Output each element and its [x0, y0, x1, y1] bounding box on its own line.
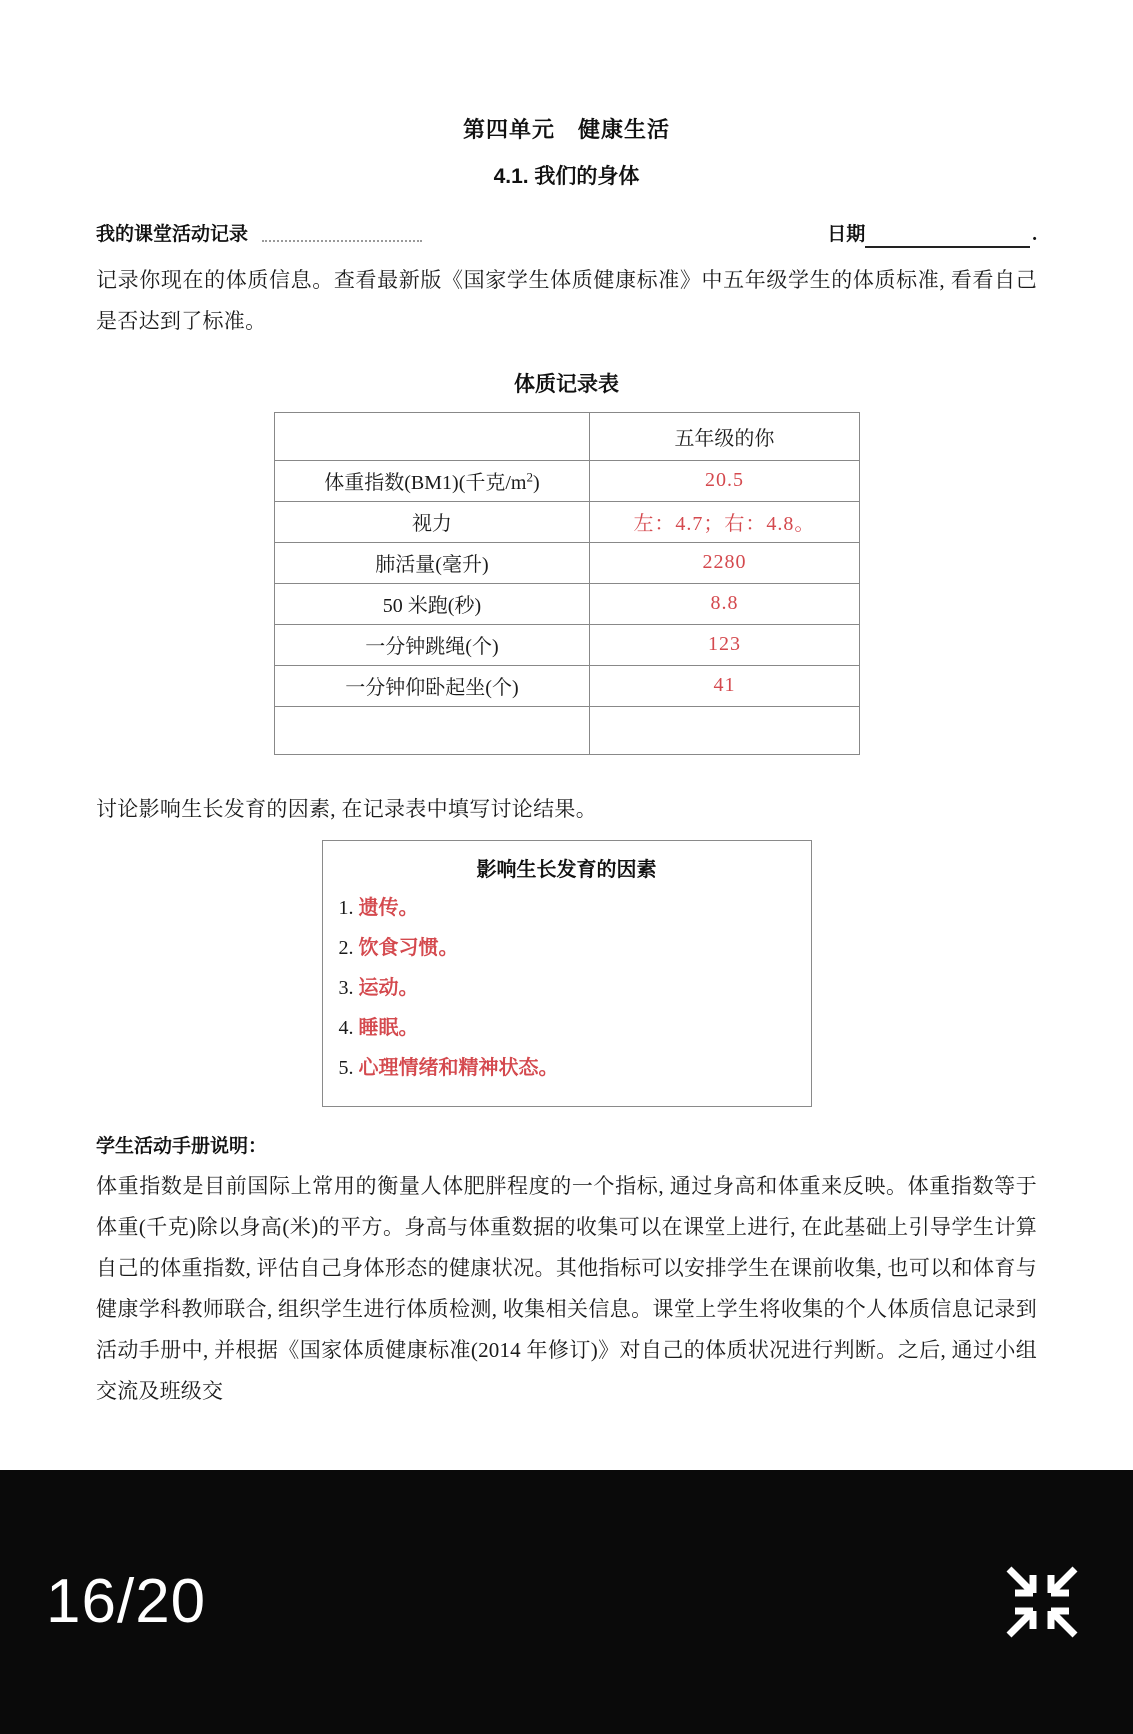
discuss-paragraph: 讨论影响生长发育的因素, 在记录表中填写讨论结果。 [96, 796, 597, 821]
row-value-rope-skipping[interactable]: 123 [590, 624, 859, 665]
factor-text[interactable]: 运动。 [358, 976, 419, 999]
factor-number: 4. [338, 1016, 354, 1039]
table-row-empty [274, 706, 859, 754]
list-item [323, 888, 811, 928]
list-item [323, 928, 811, 968]
factor-number: 3. [338, 976, 354, 999]
row-value-empty[interactable] [590, 706, 859, 754]
fitness-table-caption: 体质记录表 [514, 372, 619, 396]
row-label-empty[interactable] [274, 706, 590, 754]
date-label: 日期 [827, 223, 866, 245]
page-indicator: 16/20 [46, 1567, 207, 1636]
header-cell-blank [274, 412, 590, 460]
row-label-rope-skipping: 一分钟跳绳(个) [274, 624, 590, 665]
table-row [274, 542, 859, 583]
collapse-icon[interactable] [1003, 1563, 1081, 1641]
date-blank-field[interactable] [865, 229, 1030, 248]
growth-factors-title: 影响生长发育的因素 [476, 858, 657, 881]
dot-leader [262, 233, 422, 242]
table-row [274, 583, 859, 624]
factor-text[interactable]: 心理情绪和精神状态。 [358, 1056, 559, 1079]
list-item [323, 968, 811, 1008]
intro-paragraph: 记录你现在的体质信息。查看最新版《国家学生体质健康标准》中五年级学生的体质标准, 看看自己是否达到了标准。 [96, 267, 1037, 333]
header-cell-grade: 五年级的你 [590, 412, 859, 460]
activity-record-line [96, 216, 1037, 246]
unit-title: 第四单元 健康生活 [462, 117, 670, 142]
factor-text[interactable]: 遗传。 [358, 896, 419, 919]
table-row [274, 624, 859, 665]
factor-text[interactable]: 睡眠。 [358, 1016, 419, 1039]
fitness-record-table [274, 412, 860, 755]
table-row [274, 501, 859, 542]
factor-text[interactable]: 饮食习惯。 [358, 936, 459, 959]
list-item [323, 1008, 811, 1048]
factor-number: 1. [338, 896, 354, 919]
factor-number: 2. [338, 936, 354, 959]
fitness-table-wrapper [274, 412, 860, 755]
list-item [323, 1048, 811, 1088]
row-label-vision: 视力 [274, 501, 590, 542]
manual-body-paragraph: 体重指数是目前国际上常用的衡量人体肥胖程度的一个指标, 通过身高和体重来反映。体重指数等于体重(千克)除以身高(米)的平方。身高与体重数据的收集可以在课堂上进行, 在此基础上引导学生计算自己的体重指数, 评估自己身体形态的健康状况。其他指标可以安排学生在课前收集, 也可以和体育与健康学科教师联合, 组织学生进行体质检测, 收集相关信息。课堂上学生将收集的个人体质信息记录到活动手册中, 并根据《国家体质健康标准(2014 年修订)》对自己的体质状况进行判断。之后, 通过小组交流及班级交 [96, 1173, 1037, 1403]
table-row [274, 665, 859, 706]
bmi-label-sup: 2 [526, 469, 533, 485]
table-header-row [274, 412, 859, 460]
manual-heading: 学生活动手册说明： [96, 1135, 268, 1157]
date-period: . [1032, 223, 1037, 245]
row-label-50m-run: 50 米跑(秒) [274, 583, 590, 624]
row-value-vision[interactable]: 左：4.7；右：4.8。 [590, 501, 859, 542]
growth-factors-box [322, 840, 812, 1107]
footer-bar [0, 1470, 1133, 1734]
row-value-bmi[interactable]: 20.5 [590, 460, 859, 501]
activity-record-label: 我的课堂活动记录 [96, 223, 249, 245]
table-row [274, 460, 859, 501]
lesson-title: 4.1. 我们的身体 [493, 164, 640, 188]
row-value-lung-capacity[interactable]: 2280 [590, 542, 859, 583]
row-value-50m-run[interactable]: 8.8 [590, 583, 859, 624]
bmi-label-main: 体重指数(BM1)(千克/m [324, 472, 527, 495]
bmi-label-tail: ) [532, 472, 540, 495]
row-label-sit-ups: 一分钟仰卧起坐(个) [274, 665, 590, 706]
row-value-sit-ups[interactable]: 41 [590, 665, 859, 706]
row-label-lung-capacity: 肺活量(毫升) [274, 542, 590, 583]
factor-number: 5. [338, 1056, 354, 1079]
row-label-bmi [274, 460, 590, 501]
